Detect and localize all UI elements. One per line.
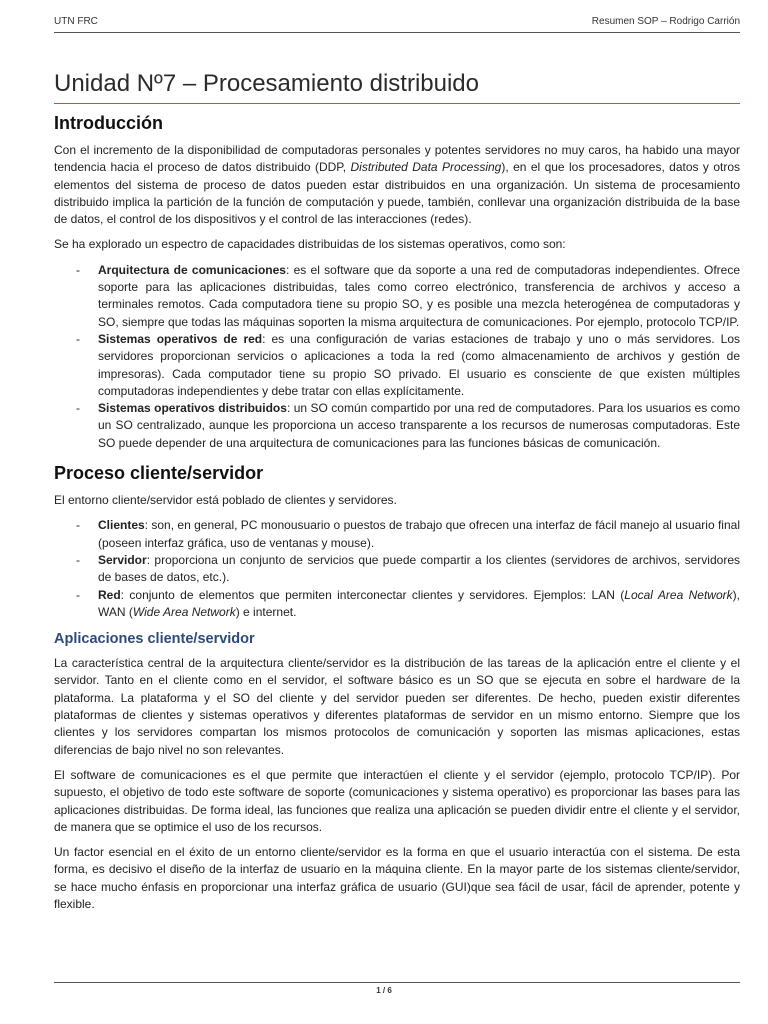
list-item: - Sistemas operativos de red: es una configuración de varias estaciones de trabajo y uno o más servidores. Los servidores proporcionan servicios o aplicaciones a toda la red (como almacenamiento de archivos y gestión de impresoras). Cada computador tiene su propio SO privado. El usuario es consciente de que existen múltiples computadoras independientes y debe tratar con ellas explícitamente. xyxy=(76,331,740,398)
intro-heading: Introducción xyxy=(54,113,163,133)
footer-rule xyxy=(54,982,740,983)
header-left: UTN FRC xyxy=(54,16,98,27)
list-item: - Red: conjunto de elementos que permiten interconectar clientes y servidores. Ejemplos: LAN (Local Area Network), WAN (Wide Area Network) e internet. xyxy=(76,587,740,619)
client-server-heading: Proceso cliente/servidor xyxy=(54,463,264,484)
apps-heading: Aplicaciones cliente/servidor xyxy=(54,631,255,648)
client-server-paragraph: El entorno cliente/servidor está poblado de clientes y servidores. xyxy=(54,493,397,508)
list-item: - Clientes: son, en general, PC monousuario o puestos de trabajo que ofrecen una interfaz de fácil manejo al usuario final (poseen interfaz gráfica, uso de ventanas y mouse). xyxy=(76,518,740,550)
page-title: Unidad Nº7 – Procesamiento distribuido xyxy=(54,68,740,104)
intro-paragraph-1: Con el incremento de la disponibilidad de computadoras personales y potentes servidores no muy caros, ha habido una mayor tendencia hacia el proceso de datos distribuido (DDP, Distributed Data Processing), en el que los procesadores, datos y otros elementos del sistema de proceso de datos pueden estar distribuidos en una organización. Un sistema de procesamiento distribuido implica la partición de la función de computación y puede, también, conllevar una organización distribuida de la base de datos, el control de los dispositivos y el control de las interacciones (redes). xyxy=(54,143,741,227)
list-item: - Arquitectura de comunicaciones: es el software que da soporte a una red de computadoras independientes. Ofrece soporte para las aplicaciones distribuidas, tales como correo electrónico, transferencia de archivos y acceso a terminales remotos. Cada computadora tiene su propio SO, y es posible una mezcla heterogénea de computadoras y SO, siempre que todas las máquinas soporten la misma arquitectura de comunicaciones. Por ejemplo, protocolo TCP/IP. xyxy=(76,262,741,329)
page-content xyxy=(54,68,740,921)
header-right: Resumen SOP – Rodrigo Carrión xyxy=(591,16,740,27)
page-header xyxy=(54,16,740,33)
apps-paragraph-3: Un factor esencial en el éxito de un entorno cliente/servidor es la forma en que el usuario interactúa con el sistema. De esta forma, es decisivo el diseño de la interfaz de usuario en la máquina cliente. En la mayor parte de los sistemas cliente/servidor, se hace mucho énfasis en proporcionar una interfaz gráfica de usuario (GUI)que sea fácil de usar, fácil de aprender, potente y flexible. xyxy=(54,845,740,911)
list-item: - Servidor: proporciona un conjunto de servicios que puede compartir a los clientes (servidores de archivos, servidores de bases de datos, etc.). xyxy=(76,552,740,585)
apps-paragraph-1: La característica central de la arquitectura cliente/servidor es la distribución de las tareas de la aplicación entre el cliente y el servidor. Tanto en el cliente como en el servidor, el software básico es un SO que se ejecuta en sobre el hardware de la plataforma. La plataforma y el SO del cliente y del servidor pueden ser diferentes. De hecho, pueden existir diferentes plataformas de clientes y sistemas operativos y diferentes plataformas de servidor en un mismo entorno. Siempre que los clientes y los servidores compartan los mismos protocolos de comunicación y soporten las mismas aplicaciones, estas diferencias de bajo nivel no son relevantes. xyxy=(54,656,740,757)
apps-paragraph-2: El software de comunicaciones es el que permite que interactúen el cliente y el servidor (ejemplo, protocolo TCP/IP). Por supuesto, el objetivo de todo este software de soporte (comunicaciones y sistema operativo) es proporcionar las bases para las aplicaciones distribuidas. De forma ideal, las funciones que realiza una aplicación se pueden dividir entre el cliente y el servidor, de manera que se optimice el uso de los recursos. xyxy=(54,767,740,834)
list-item: - Sistemas operativos distribuidos: un SO común compartido por una red de computadores. Para los usuarios es como un SO centralizado, aunque les proporciona un acceso transparente a los recursos de numerosas computadoras. Este SO puede depender de una arquitectura de comunicaciones para las funciones básicas de comunicación. xyxy=(76,401,740,450)
client-server-list xyxy=(54,517,740,621)
intro-list xyxy=(54,262,740,452)
page-number: 1 / 6 xyxy=(376,986,392,995)
intro-paragraph-2: Se ha explorado un espectro de capacidades distribuidas de los sistemas operativos, como son: xyxy=(54,237,566,252)
